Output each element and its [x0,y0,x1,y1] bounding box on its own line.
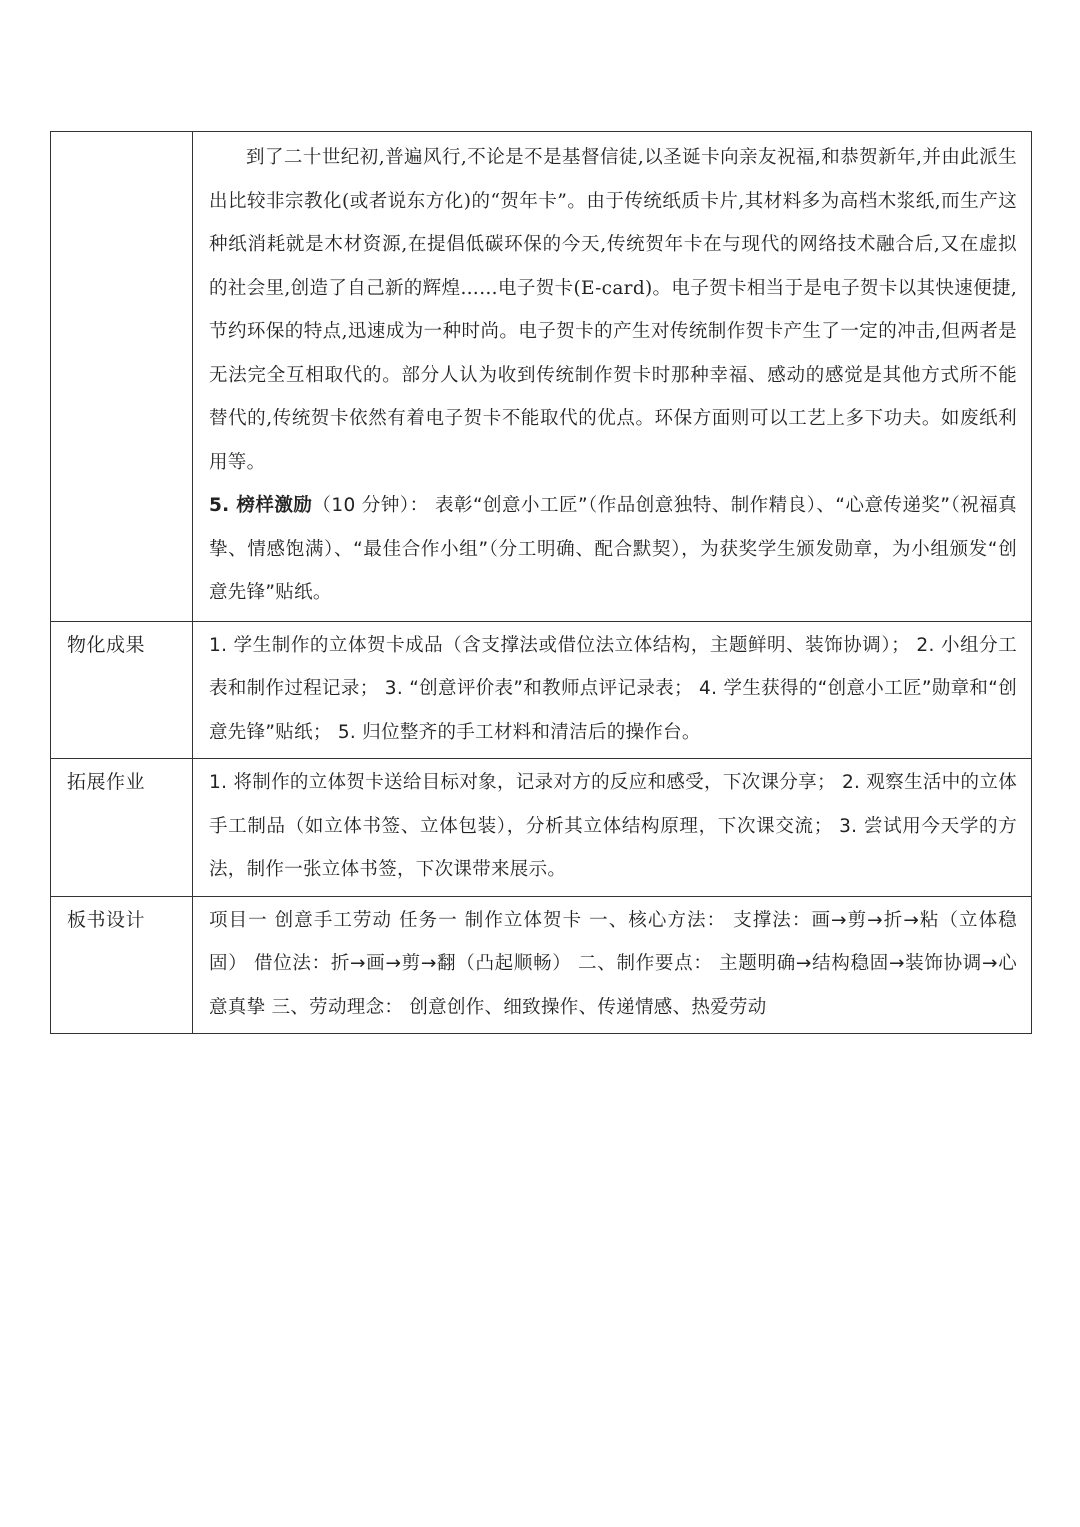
lesson-plan-table [50,131,1032,1034]
step5-title: 5. 榜样激励 [209,495,313,516]
step5-paragraph [209,484,1017,615]
table-row-card-history [51,132,1032,622]
results-text: 1. 学生制作的立体贺卡成品（含支撑法或借位法立体结构，主题鲜明、装饰协调）； 2. 小组分工表和制作过程记录； 3. “创意评价表”和教师点评记录表； 4. 学生获得的“创意小工匠”勋章和“创意先锋”贴纸； 5. 归位整齐的手工材料和清洁后的操作台。 [209,634,1017,743]
extension-homework-text: 1. 将制作的立体贺卡送给目标对象，记录对方的反应和感受，下次课分享； 2. 观察生活中的立体手工制品（如立体书签、立体包装），分析其立体结构原理，下次课交流； 3. 尝试用今天学的方法，制作一张立体书签，下次课带来展示。 [209,772,1017,880]
row-content-cell [193,621,1032,759]
row-label-cell [51,896,193,1034]
row-label-cell [51,621,193,759]
row-label-cell [51,759,193,897]
row-label-board-design: 板书设计 [67,908,146,931]
row-content-cell [193,132,1032,622]
board-design-text: 项目一 创意手工劳动 任务一 制作立体贺卡 一、核心方法： 支撑法：画→剪→折→粘（立体稳固） 借位法：折→画→剪→翻（凸起顺畅） 二、制作要点： 主题明确→结构稳固→装饰协调→心意真挚 三、劳动理念： 创意创作、细致操作、传递情感、热爱劳动 [209,909,1017,1018]
row-label-cell [51,132,193,622]
card-history-paragraph: 到了二十世纪初,普遍风行,不论是不是基督信徒,以圣诞卡向亲友祝福,和恭贺新年,并由此派生出比较非宗教化(或者说东方化)的“贺年卡”。由于传统纸质卡片,其材料多为高档木浆纸,而生产这种纸消耗就是木材资源,在提倡低碳环保的今天,传统贺年卡在与现代的网络技术融合后,又在虚拟的社会里,创造了自己新的辉煌……电子贺卡(E-card)。电子贺卡相当于是电子贺卡以其快速便捷,节约环保的特点,迅速成为一种时尚。电子贺卡的产生对传统制作贺卡产生了一定的冲击,但两者是无法完全互相取代的。部分人认为收到传统制作贺卡时那种幸福、感动的感觉是其他方式所不能替代的,传统贺卡依然有着电子贺卡不能取代的优点。环保方面则可以工艺上多下功夫。如废纸利用等。 [209,147,1017,473]
row-content-cell [193,896,1032,1034]
row-label-results: 物化成果 [67,633,146,656]
table-row-extension-homework [51,759,1032,897]
row-content-cell [193,759,1032,897]
row-label-extension-homework: 拓展作业 [67,771,146,793]
step5-text: （10 分钟）： 表彰“创意小工匠”（作品创意独特、制作精良）、“心意传递奖”（祝福真挚、情感饱满）、“最佳合作小组”（分工明确、配合默契），为获奖学生颁发勋章，为小组颁发“创意先锋”贴纸。 [209,495,1017,603]
table-row-results [51,621,1032,759]
row-label [51,132,192,144]
table-row-board-design [51,896,1032,1034]
